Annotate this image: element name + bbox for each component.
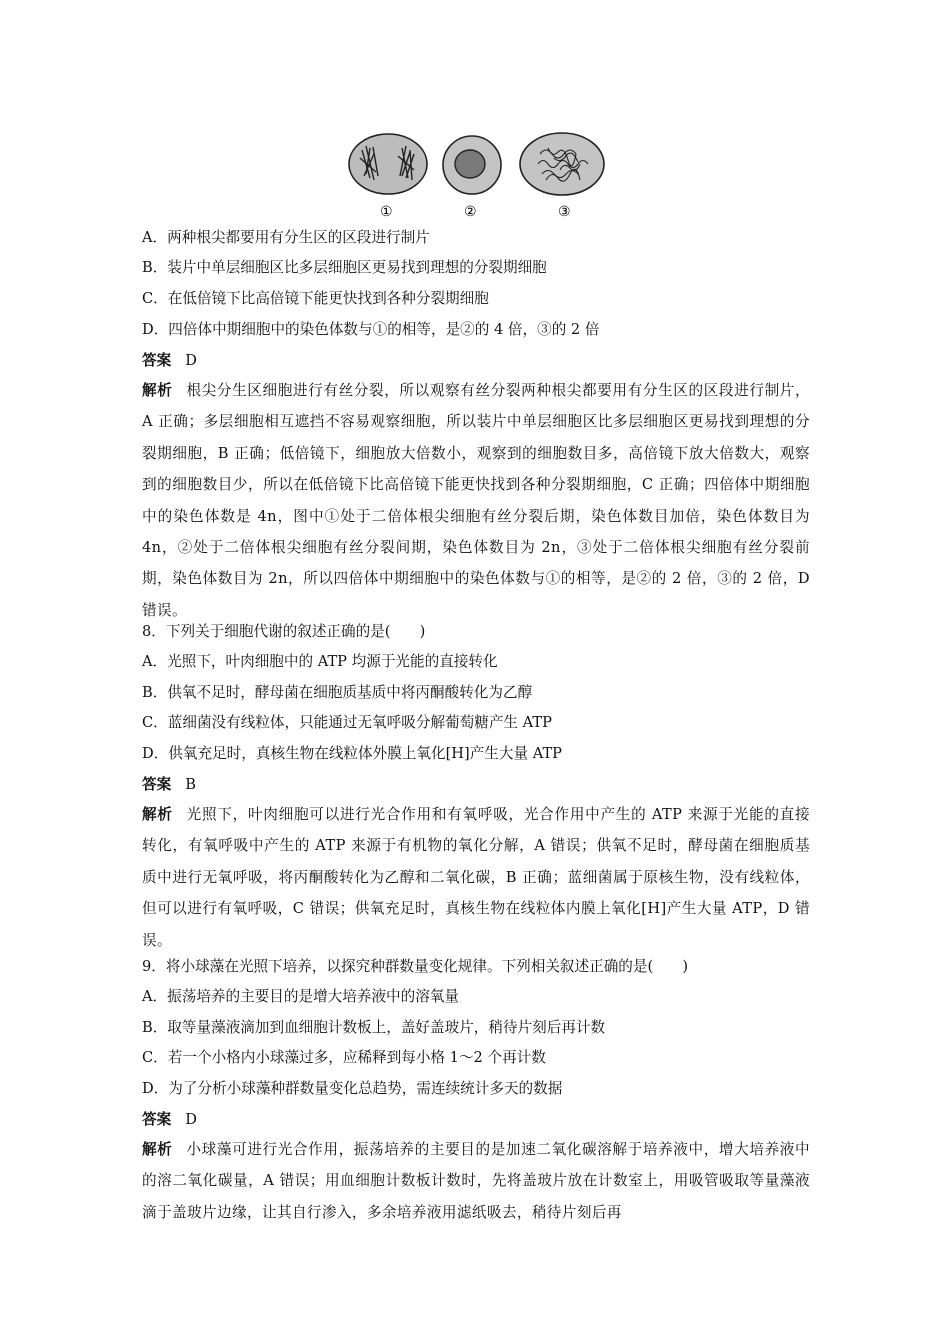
q9-answer-label: 答案: [142, 1111, 172, 1128]
q9-analysis-text: 小球藻可进行光合作用，振荡培养的主要目的是加速二氧化碳溶解于培养液中，增大培养液中的溶二氧化碳量，A 错误；用血细胞计数板计数时，先将盖玻片放在计数室上，用吸管吸取等量藻液滴于盖玻片边缘，让其自行渗入，多余培养液用滤纸吸去，稍待片刻后再: [142, 1141, 810, 1221]
q7-analysis: [142, 375, 810, 626]
cell-3-prophase: [520, 133, 604, 195]
q9-option-d: D．为了分析小球藻种群数量变化总趋势，需连续统计多天的数据: [142, 1080, 563, 1097]
figure-label-2: ②: [464, 204, 477, 220]
q7-answer-value: D: [185, 352, 197, 369]
q8-analysis: [142, 799, 810, 956]
q7-option-d: D．四倍体中期细胞中的染色体数与①的相等，是②的 4 倍，③的 2 倍: [142, 321, 600, 338]
q9-option-a: A．振荡培养的主要目的是增大培养液中的溶氧量: [142, 988, 460, 1005]
q7-analysis-label: 解析: [142, 382, 173, 399]
q8-answer: [142, 775, 812, 795]
q9-analysis: [142, 1134, 810, 1228]
cell-1-anaphase: [349, 134, 427, 194]
q8-option-c: C．蓝细菌没有线粒体，只能通过无氧呼吸分解葡萄糖产生 ATP: [142, 714, 552, 731]
q7-option-b: B．装片中单层细胞区比多层细胞区更易找到理想的分裂期细胞: [142, 259, 547, 276]
q7-option-a: A．两种根尖都要用有分生区的区段进行制片: [142, 229, 430, 246]
q9-option-b: B．取等量藻液滴加到血细胞计数板上，盖好盖玻片，稍待片刻后再计数: [142, 1019, 606, 1036]
q7-answer: [142, 351, 812, 371]
q8-option-d: D．供氧充足时，真核生物在线粒体外膜上氧化[H]产生大量 ATP: [142, 745, 562, 762]
cell-2-interphase: [443, 136, 501, 194]
q9-answer-value: D: [185, 1111, 197, 1128]
q8-option-b: B．供氧不足时，酵母菌在细胞质基质中将丙酮酸转化为乙醇: [142, 684, 533, 701]
q8-analysis-text: 光照下，叶肉细胞可以进行光合作用和有氧呼吸，光合作用中产生的 ATP 来源于光能的直接转化，有氧呼吸中产生的 ATP 来源于有机物的氧化分解，A 错误；供氧不足时，酵母菌在细胞质基质中进行无氧呼吸，将丙酮酸转化为乙醇和二氧化碳，B 正确；蓝细菌属于原核生物，没有线粒体，但可以进行有氧呼吸，C 错误；供氧充足时，真核生物在线粒体内膜上氧化[H]产生大量 ATP，D 错误。: [142, 806, 810, 949]
cell-division-figure: [340, 128, 620, 223]
figure-label-1: ①: [380, 204, 393, 220]
q9-stem: 9．将小球藻在光照下培养，以探究种群数量变化规律。下列相关叙述正确的是( ): [142, 958, 689, 975]
q7-answer-label: 答案: [142, 352, 172, 369]
q8-option-a: A．光照下，叶肉细胞中的 ATP 均源于光能的直接转化: [142, 653, 498, 670]
figure-label-3: ③: [558, 204, 571, 220]
q7-option-c: C．在低倍镜下比高倍镜下能更快找到各种分裂期细胞: [142, 290, 489, 307]
q7-analysis-text: 根尖分生区细胞进行有丝分裂，所以观察有丝分裂两种根尖都要用有分生区的区段进行制片，A 正确；多层细胞相互遮挡不容易观察细胞，所以装片中单层细胞区比多层细胞区更易找到理想的分裂期细胞，B 正确；低倍镜下，细胞放大倍数小，观察到的细胞数目多，高倍镜下放大倍数大，观察到的细胞数目少，所以在低倍镜下比高倍镜下能更快找到各种分裂期细胞，C 正确；四倍体中期细胞中的染色体数是 4n，图中①处于二倍体根尖细胞有丝分裂后期，染色体数目加倍，染色体数目为 4n，②处于二倍体根尖细胞有丝分裂间期，染色体数目为 2n，③处于二倍体根尖细胞有丝分裂前期，染色体数目为 2n，所以四倍体中期细胞中的染色体数与①的相等，是②的 2 倍，③的 2 倍，D 错误。: [142, 382, 810, 619]
cell-figure-svg: [340, 128, 620, 223]
q8-analysis-label: 解析: [142, 806, 173, 823]
q9-answer: [142, 1110, 812, 1130]
q9-analysis-label: 解析: [142, 1141, 173, 1158]
q8-answer-label: 答案: [142, 776, 172, 793]
q8-stem: 8．下列关于细胞代谢的叙述正确的是( ): [142, 623, 426, 640]
q8-answer-value: B: [185, 776, 196, 793]
q9-option-c: C．若一个小格内小球藻过多，应稀释到每小格 1～2 个再计数: [142, 1049, 546, 1066]
